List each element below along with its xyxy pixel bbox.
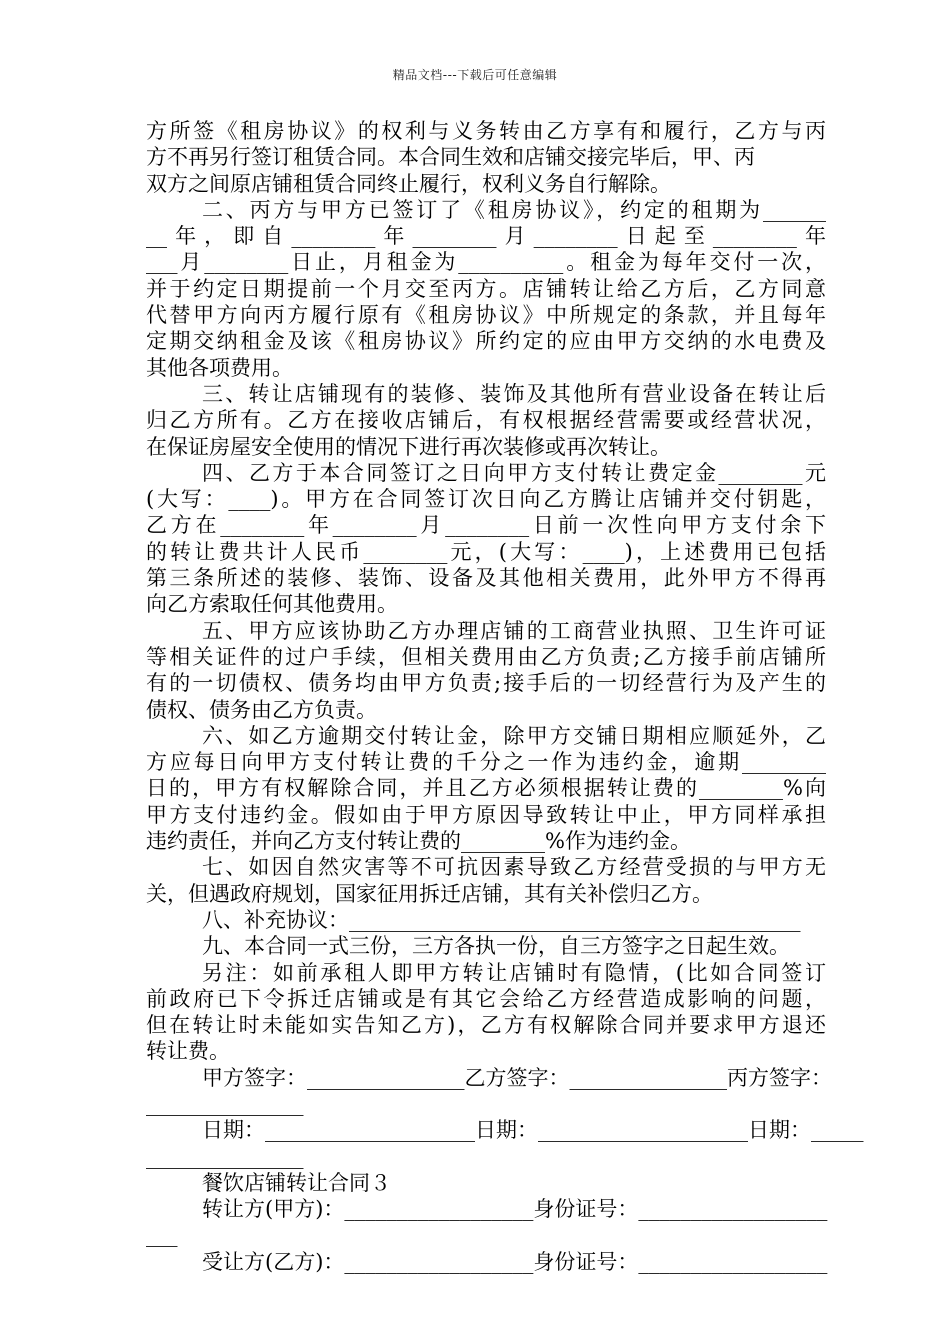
text-line: 另注：如前承租人即甲方转让店铺时有隐情，(比如合同签订	[202, 960, 826, 985]
text-line: 的转让费共计人民币________元，(大写：____)，上述费用已包括	[146, 539, 826, 564]
text-line: (大写：____)。甲方在合同签订次日向乙方腾让店铺并交付钥匙，	[146, 487, 826, 512]
text-line: 日的，甲方有权解除合同，并且乙方必须根据转让费的________%向	[146, 776, 826, 801]
text-line: 受让方(乙方)：__________________身份证号：__________________	[202, 1249, 828, 1274]
text-line: 其他各项费用。	[146, 355, 293, 380]
text-line: 日期：____________________日期：____________________日期：_____	[202, 1118, 864, 1143]
text-line: 方不再另行签订租赁合同。本合同生效和店铺交接完毕后，甲、丙	[146, 145, 755, 170]
text-line: 方应每日向甲方支付转让费的千分之一作为违约金，逾期________	[146, 750, 826, 775]
text-line: 债权、债务由乙方负责。	[146, 697, 377, 722]
document-body	[146, 118, 864, 1275]
text-line: 七、如因自然灾害等不可抗因素导致乙方经营受损的与甲方无	[202, 855, 826, 880]
text-line: _______________	[146, 1144, 304, 1169]
text-line: 有的一切债权、债务均由甲方负责;接手后的一切经营行为及产生的	[146, 671, 826, 696]
text-line: 五、甲方应该协助乙方办理店铺的工商营业执照、卫生许可证	[202, 618, 826, 643]
text-line: ___	[146, 1223, 178, 1248]
text-line: 九、本合同一式三份，三方各执一份，自三方签字之日起生效。	[202, 934, 790, 959]
text-line: 定期交纳租金及该《租房协议》所约定的应由甲方交纳的水电费及	[146, 329, 826, 354]
text-line: 八、补充协议：___________________________________________	[202, 907, 801, 932]
text-line: 乙方在________年________月________日前一次性向甲方支付余下	[146, 513, 826, 538]
text-line: 但在转让时未能如实告知乙方)，乙方有权解除合同并要求甲方退还	[146, 1013, 826, 1038]
text-line: 六、如乙方逾期交付转让金，除甲方交铺日期相应顺延外，乙	[202, 723, 826, 748]
text-line: 在保证房屋安全使用的情况下进行再次装修或再次转让。	[146, 434, 671, 459]
text-line: 等相关证件的过户手续，但相关费用由乙方负责;乙方接手前店铺所	[146, 644, 826, 669]
text-line: 三、转让店铺现有的装修、装饰及其他所有营业设备在转让后	[202, 381, 826, 406]
text-line: 餐饮店铺转让合同３	[202, 1170, 391, 1195]
text-line: 并于约定日期提前一个月交至丙方。店铺转让给乙方后，乙方同意	[146, 276, 826, 301]
text-line: 双方之间原店铺租赁合同终止履行，权利义务自行解除。	[146, 171, 671, 196]
text-line: 甲方签字：_______________乙方签字：_______________丙方签字：	[202, 1065, 832, 1090]
page-header: 精品文档---下载后可任意编辑	[392, 68, 558, 82]
text-line: 前政府已下令拆迁店铺或是有其它会给乙方经营造成影响的问题，	[146, 986, 826, 1011]
text-line: 向乙方索取任何其他费用。	[146, 592, 398, 617]
text-line: 四、乙方于本合同签订之日向甲方支付转让费定金________元	[202, 460, 826, 485]
text-line: 归乙方所有。乙方在接收店铺后，有权根据经营需要或经营状况，	[146, 408, 826, 433]
text-line: 关，但遇政府规划，国家征用拆迁店铺，其有关补偿归乙方。	[146, 881, 713, 906]
text-line: 违约责任，并向乙方支付转让费的________%作为违约金。	[146, 829, 691, 854]
text-line: 转让费。	[146, 1039, 230, 1064]
text-line: 代替甲方向丙方履行原有《租房协议》中所规定的条款，并且每年	[146, 303, 826, 328]
text-line: 方所签《租房协议》的权利与义务转由乙方享有和履行，乙方与丙	[146, 119, 826, 143]
text-line: 转让方(甲方)：__________________身份证号：__________________	[202, 1197, 828, 1222]
text-line: ___月________日止，月租金为__________。租金为每年交付一次，	[146, 250, 826, 275]
text-line: 二、丙方与甲方已签订了《租房协议》，约定的租期为______	[202, 197, 826, 222]
text-line: 第三条所述的装修、装饰、设备及其他相关费用，此外甲方不得再	[146, 566, 826, 591]
text-line: 甲方支付违约金。假如由于甲方原因导致转让中止，甲方同样承担	[146, 802, 826, 827]
text-line: __年，即自________年________月________日起至________年	[146, 224, 826, 249]
text-line: _______________	[146, 1091, 304, 1116]
